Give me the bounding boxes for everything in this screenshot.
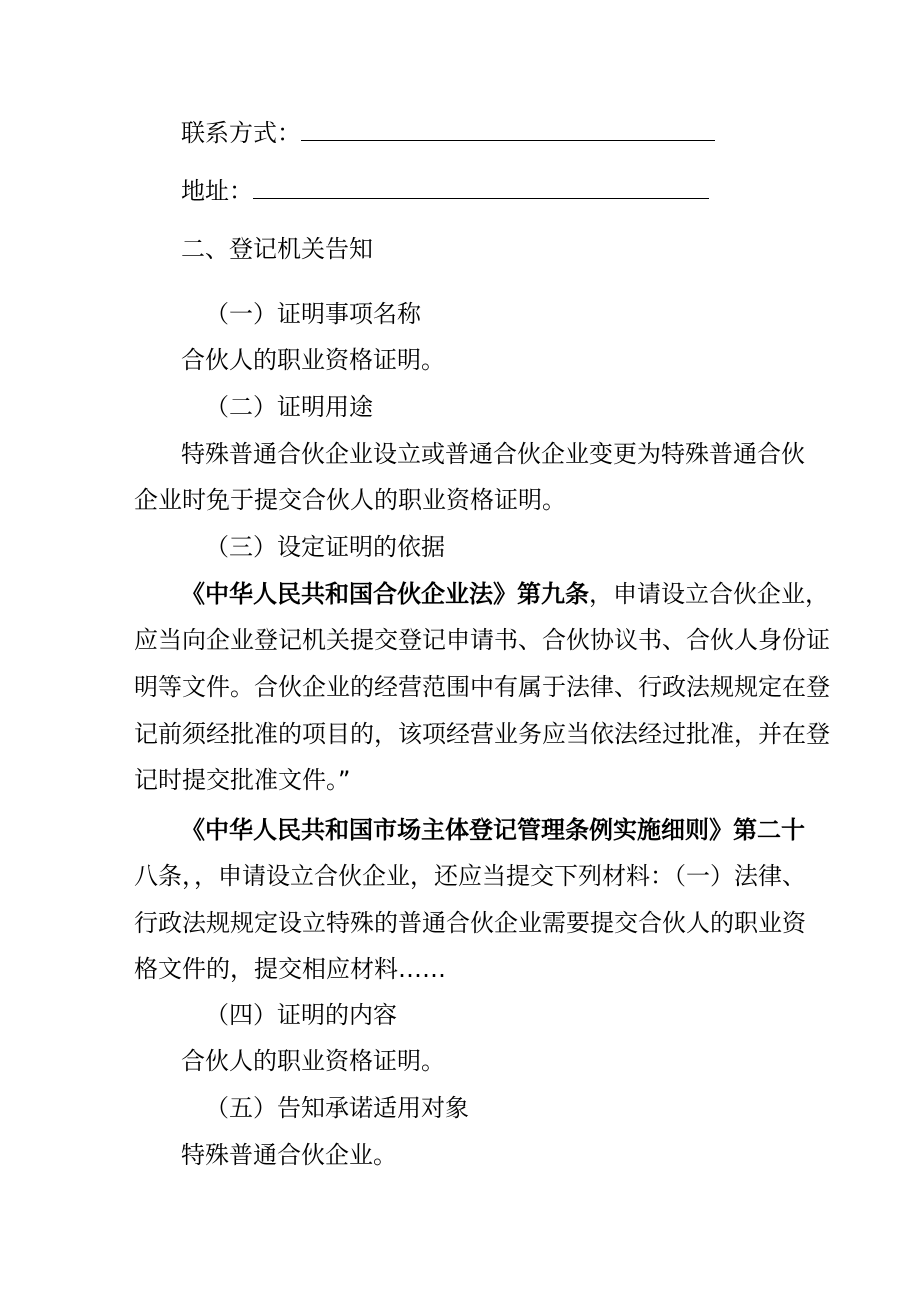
subsection-heading-4: （四）证明的内容 xyxy=(205,1001,397,1029)
subsection-heading-2: （二）证明用途 xyxy=(205,393,373,421)
paragraph-line: 格文件的，提交相应材料…… xyxy=(134,955,446,983)
subsection-content-4: 合伙人的职业资格证明。 xyxy=(181,1047,445,1075)
paragraph-line: 特殊普通合伙企业设立或普通合伙企业变更为特殊普通合伙 xyxy=(181,440,805,468)
paragraph-line: 行政法规规定设立特殊的普通合伙企业需要提交合伙人的职业资 xyxy=(134,909,806,937)
paragraph-line: 企业时免于提交合伙人的职业资格证明。 xyxy=(134,486,566,514)
subsection-heading-5: （五）告知承诺适用对象 xyxy=(205,1094,469,1122)
law-title-1: 《中华人民共和国合伙企业法》第九条 xyxy=(181,580,589,608)
subsection-content-1: 合伙人的职业资格证明。 xyxy=(181,346,445,374)
law-citation-1 xyxy=(181,579,829,609)
paragraph-line: 记前须经批准的项目的，该项经营业务应当依法经过批准，并在登 xyxy=(134,720,830,748)
section-heading: 二、登记机关告知 xyxy=(181,235,373,263)
law-title-2: 《中华人民共和国市场主体登记管理条例实施细则》第二十 xyxy=(181,816,805,844)
subsection-heading-3: （三）设定证明的依据 xyxy=(205,533,445,561)
subsection-heading-1: （一）证明事项名称 xyxy=(205,300,421,328)
paragraph-line: 八条，，申请设立合伙企业，还应当提交下列材料：（一）法律、 xyxy=(134,862,806,890)
paragraph-line: 明等文件。合伙企业的经营范围中有属于法律、行政法规规定在登 xyxy=(134,673,830,701)
contact-field-row xyxy=(181,118,715,148)
contact-blank-line xyxy=(301,118,715,141)
law-text-1-rest: ，申请设立合伙企业， xyxy=(589,580,829,608)
address-blank-line xyxy=(253,176,709,199)
address-label: 地址： xyxy=(181,177,253,205)
paragraph-line: 应当向企业登记机关提交登记申请书、合伙协议书、合伙人身份证 xyxy=(134,626,830,654)
paragraph-line: 记时提交批准文件。” xyxy=(134,766,351,794)
address-field-row xyxy=(181,176,709,206)
contact-label: 联系方式： xyxy=(181,119,301,147)
subsection-content-5: 特殊普通合伙企业。 xyxy=(181,1141,397,1169)
